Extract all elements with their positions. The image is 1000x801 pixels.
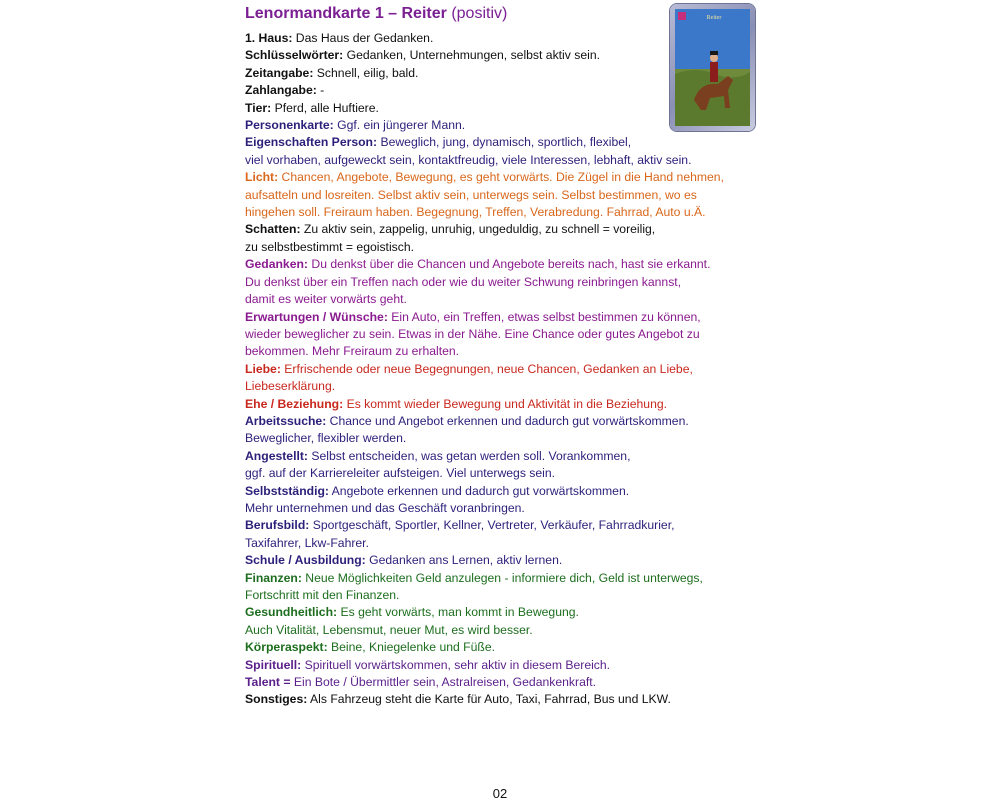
line-label: Eigenschaften Person: — [245, 135, 378, 150]
line-text: Chance und Angebot erkennen und dadurch gut vorwärtskommen. — [326, 413, 689, 428]
line-text: Es geht vorwärts, man kommt in Bewegung. — [337, 605, 579, 620]
text-line — [245, 204, 765, 221]
line-label: Sonstiges: — [245, 692, 308, 707]
line-text: Zu aktiv sein, zappelig, unruhig, ungeduldig, zu schnell = voreilig, — [300, 222, 656, 237]
text-line — [245, 587, 765, 604]
card-description — [245, 30, 765, 709]
text-line — [245, 657, 765, 674]
line-text: Erfrischende oder neue Begegnungen, neue Chancen, Gedanken an Liebe, — [280, 361, 693, 376]
line-text: Es kommt wieder Bewegung und Aktivität in die Beziehung. — [343, 396, 668, 411]
line-label: Schatten: — [245, 222, 301, 237]
text-line — [245, 622, 765, 639]
line-text: Selbst entscheiden, was getan werden soll. Vorankommen, — [307, 448, 631, 463]
line-label: Körperaspekt: — [245, 640, 328, 655]
line-label: Angestellt: — [245, 448, 308, 463]
line-label: Zahlangabe: — [245, 83, 317, 98]
line-label: Schule / Ausbildung: — [245, 553, 366, 568]
text-line — [245, 326, 765, 343]
text-line — [245, 30, 765, 47]
text-line — [245, 552, 765, 569]
line-text: Taxifahrer, Lkw-Fahrer. — [245, 535, 369, 550]
text-line — [245, 256, 765, 273]
line-label: Erwartungen / Wünsche: — [245, 309, 388, 324]
line-text: Pferd, alle Huftiere. — [271, 100, 379, 115]
line-text: Als Fahrzeug steht die Karte für Auto, Taxi, Fahrrad, Bus und LKW. — [307, 692, 671, 707]
text-line — [245, 82, 765, 99]
text-line — [245, 221, 765, 238]
text-line — [245, 535, 765, 552]
text-line — [245, 500, 765, 517]
text-line — [245, 239, 765, 256]
line-text: ggf. auf der Karriereleiter aufsteigen. Viel unterwegs sein. — [245, 466, 556, 481]
title-sub: (positiv) — [451, 5, 508, 22]
line-label: Selbstständig: — [245, 483, 329, 498]
text-line — [245, 100, 765, 117]
line-label: Finanzen: — [245, 570, 302, 585]
text-line — [245, 413, 765, 430]
text-line — [245, 378, 765, 395]
line-text: Spirituell vorwärtskommen, sehr aktiv in diesem Bereich. — [301, 657, 611, 672]
text-line — [245, 117, 765, 134]
page-number: 02 — [492, 786, 508, 801]
text-line — [245, 274, 765, 291]
line-text: - — [316, 83, 325, 98]
line-label: Liebe: — [245, 361, 281, 376]
line-text: Ein Bote / Übermittler sein, Astralreisen, Gedankenkraft. — [290, 675, 597, 690]
line-text: zu selbstbestimmt = egoistisch. — [245, 239, 415, 254]
line-label: Schlüsselwörter: — [245, 48, 344, 63]
line-label: Arbeitssuche: — [245, 413, 327, 428]
text-line — [245, 517, 765, 534]
line-label: Ehe / Beziehung: — [245, 396, 344, 411]
line-text: Gedanken ans Lernen, aktiv lernen. — [365, 553, 563, 568]
line-label: 1. Haus: — [245, 31, 293, 45]
text-line — [245, 639, 765, 656]
text-line — [245, 483, 765, 500]
text-line — [245, 396, 765, 413]
line-label: Gedanken: — [245, 257, 308, 272]
line-text: Beweglich, jung, dynamisch, sportlich, flexibel, — [377, 135, 632, 150]
text-line — [245, 448, 765, 465]
card-caption: Reiter — [706, 15, 722, 21]
text-line — [245, 691, 765, 708]
line-label: Personenkarte: — [245, 118, 334, 133]
line-text: Sportgeschäft, Sportler, Kellner, Vertreter, Verkäufer, Fahrradkurier, — [309, 518, 675, 533]
line-text: Chancen, Angebote, Bewegung, es geht vorwärts. Die Zügel in die Hand nehmen, — [278, 170, 724, 185]
line-label: Spirituell: — [245, 657, 302, 672]
line-label: Licht: — [245, 170, 279, 185]
title-main: Lenormandkarte 1 – Reiter — [245, 5, 447, 22]
text-line — [245, 169, 765, 186]
text-line — [245, 430, 765, 447]
line-text: Beweglicher, flexibler werden. — [245, 431, 407, 446]
line-text: Fortschritt mit den Finanzen. — [245, 588, 400, 602]
line-text: aufsatteln und losreiten. Selbst aktiv sein, unterwegs sein. Selbst bestimmen, wo es — [245, 187, 697, 202]
page-title — [245, 5, 507, 23]
line-text: Du denkst über die Chancen und Angebote bereits nach, hast sie erkannt. — [308, 257, 711, 272]
text-line — [245, 152, 765, 169]
text-line — [245, 65, 765, 82]
line-label: Talent = — [245, 675, 291, 690]
line-text: Mehr unternehmen und das Geschäft voranbringen. — [245, 500, 525, 515]
line-label: Berufsbild: — [245, 518, 310, 533]
line-text: viel vorhaben, aufgeweckt sein, kontaktfreudig, viele Interessen, lebhaft, aktiv sein. — [245, 152, 692, 167]
text-line — [245, 465, 765, 482]
text-line — [245, 47, 765, 64]
text-line — [245, 291, 765, 308]
line-text: Ggf. ein jüngerer Mann. — [333, 118, 466, 133]
line-text: wieder beweglicher zu sein. Etwas in der Nähe. Eine Chance oder gutes Angebot zu — [245, 326, 700, 341]
line-text: Angebote erkennen und dadurch gut vorwärtskommen. — [328, 483, 630, 498]
text-line — [245, 134, 765, 151]
line-text: damit es weiter vorwärts geht. — [245, 292, 407, 307]
text-line — [245, 343, 765, 360]
text-line — [245, 570, 765, 587]
line-text: Du denkst über ein Treffen nach oder wie du weiter Schwung reinbringen kannst, — [245, 274, 682, 289]
line-text: Neue Möglichkeiten Geld anzulegen - informiere dich, Geld ist unterwegs, — [301, 570, 703, 585]
line-text: Beine, Kniegelenke und Füße. — [327, 640, 495, 655]
line-text: Das Haus der Gedanken. — [292, 31, 434, 45]
line-label: Gesundheitlich: — [245, 605, 338, 620]
line-label: Tier: — [245, 100, 272, 115]
text-line — [245, 187, 765, 204]
line-label: Zeitangabe: — [245, 65, 314, 80]
line-text: bekommen. Mehr Freiraum zu erhalten. — [245, 344, 460, 359]
text-line — [245, 361, 765, 378]
line-text: Auch Vitalität, Lebensmut, neuer Mut, es wird besser. — [245, 622, 533, 637]
text-line — [245, 309, 765, 326]
line-text: hingehen soll. Freiraum haben. Begegnung, Treffen, Verabredung. Fahrrad, Auto u.Ä. — [245, 205, 706, 220]
text-line — [245, 604, 765, 621]
line-text: Liebeserklärung. — [245, 379, 336, 394]
line-text: Gedanken, Unternehmungen, selbst aktiv sein. — [343, 48, 600, 63]
line-text: Schnell, eilig, bald. — [313, 65, 419, 80]
line-text: Ein Auto, ein Treffen, etwas selbst bestimmen zu können, — [387, 309, 701, 324]
text-line — [245, 674, 765, 691]
